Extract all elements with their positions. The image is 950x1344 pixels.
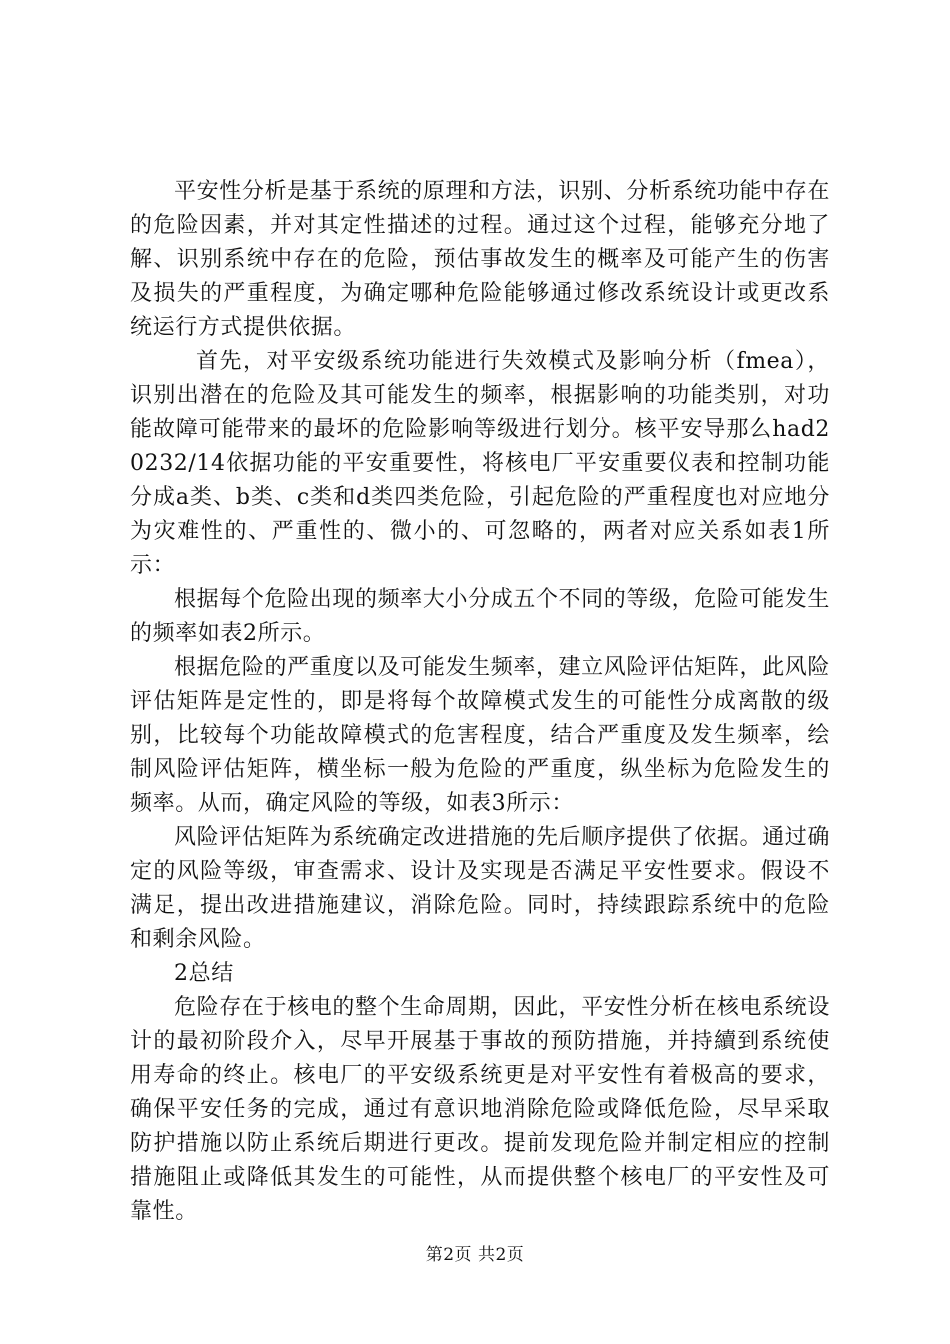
paragraph-frequency-levels: 根据每个危险出现的频率大小分成五个不同的等级，危险可能发生的频率如表2所示。 xyxy=(130,587,830,646)
section-heading-summary: 2总结 xyxy=(174,961,234,986)
paragraph-risk-matrix-usage: 风险评估矩阵为系统确定改进措施的先后顺序提供了依据。通过确定的风险等级，审查需求、设计及实现是否满足平安性要求。假设不满足，提出改进措施建议，消除危险。同时，持续跟踪系统中的危险和剩余风险。 xyxy=(130,825,830,952)
paragraph-safety-analysis-definition: 平安性分析是基于系统的原理和方法，识别、分析系统功能中存在的危险因素，并对其定性描述的过程。通过这个过程，能够充分地了解、识别系统中存在的危险，预估事故发生的概率及可能产生的伤害及损失的严重程度，为确定哪种危险能够通过修改系统设计或更改系统运行方式提供依据。 xyxy=(130,179,830,340)
document-body xyxy=(130,175,830,1229)
paragraph-risk-matrix: 根据危险的严重度以及可能发生频率，建立风险评估矩阵，此风险评估矩阵是定性的，即是将每个故障模式发生的可能性分成离散的级别，比较每个功能故障模式的危害程度，结合严重度及发生频率，绘制风险评估矩阵，横坐标一般为危险的严重度，纵坐标为危险发生的频率。从而，确定风险的等级，如表3所示： xyxy=(130,655,830,816)
page-footer-page-number: 第2页 共2页 xyxy=(425,1245,525,1265)
paragraph-summary: 危险存在于核电的整个生命周期，因此，平安性分析在核电系统设计的最初阶段介入，尽早开展基于事故的预防措施，并持續到系统使用寿命的终止。核电厂的平安级系统更是对平安性有着极高的要求，确保平安任务的完成，通过有意识地消除危险或降低危险，尽早采取防护措施以防止系统后期进行更改。提前发现危险并制定相应的控制措施阻止或降低其发生的可能性，从而提供整个核电厂的平安性及可靠性。 xyxy=(130,995,830,1224)
paragraph-fmea-classification: 首先，对平安级系统功能进行失效模式及影响分析（fmea），识别出潜在的危险及其可能发生的频率，根据影响的功能类别，对功能故障可能带来的最坏的危险影响等级进行划分。核平安导那么had20232/14依据功能的平安重要性，将核电厂平安重要仪表和控制功能分成a类、b类、c类和d类四类危险，引起危险的严重程度也对应地分为灾难性的、严重性的、微小的、可忽略的，两者对应关系如表1所示： xyxy=(130,349,830,578)
